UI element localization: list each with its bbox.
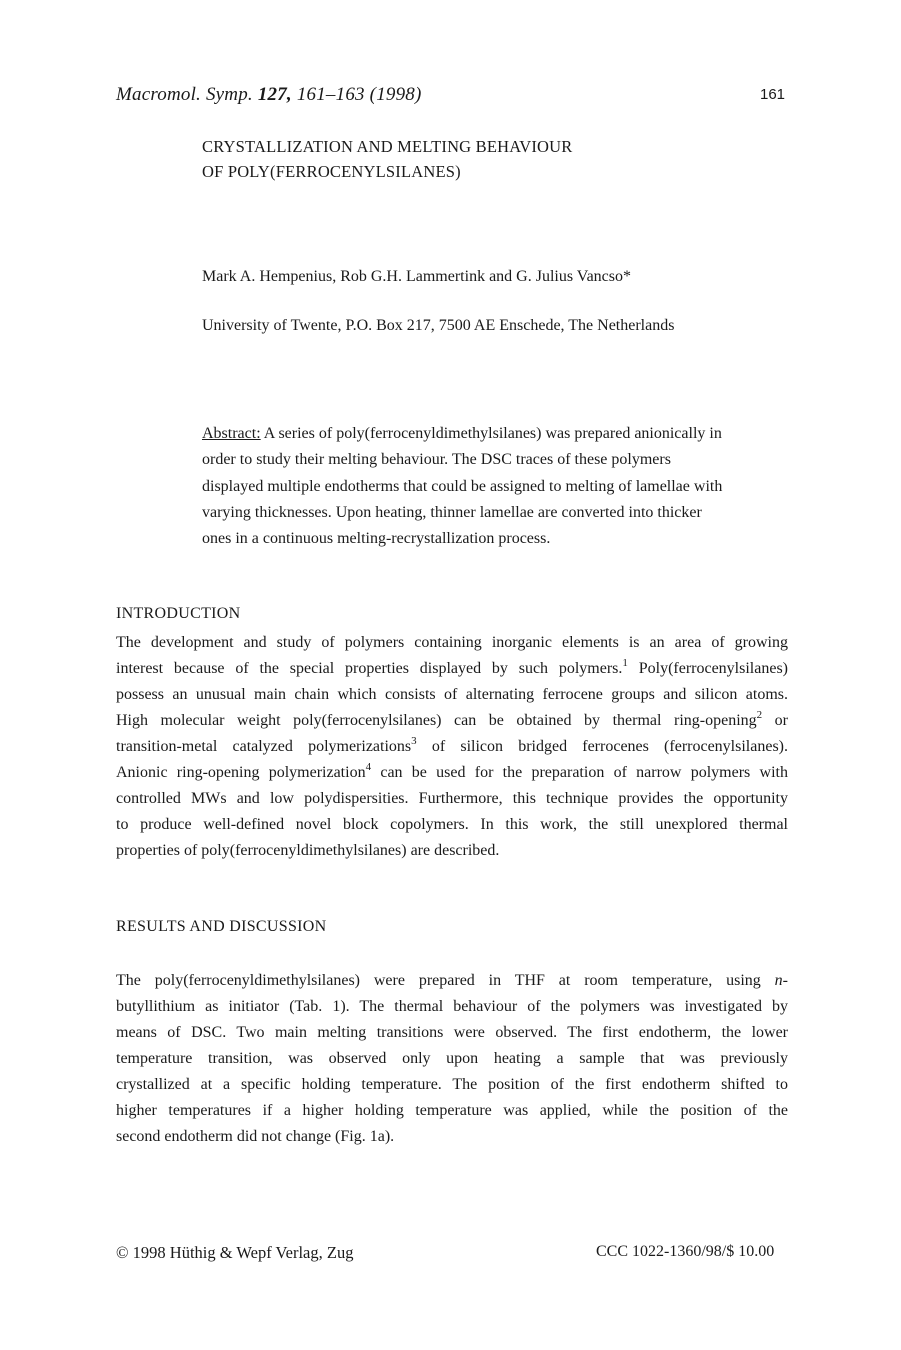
abstract-line: displayed multiple endotherms that could be assigned to melting of lamellae with — [202, 477, 723, 495]
line-text: Poly(ferrocenylsilanes) — [627, 660, 789, 677]
line-text: The poly(ferrocenyldimethylsilanes) were prepared in THF at room temperature, using — [116, 972, 775, 989]
abstract — [202, 421, 774, 552]
line-text: - — [782, 972, 788, 989]
paragraph-line — [116, 968, 788, 994]
paragraph-line: crystallized at a specific holding temperature. The position of the first endotherm shifted to — [116, 1076, 788, 1093]
ccc-code: CCC 1022-1360/98/$ 10.00 — [596, 1243, 775, 1260]
section-heading-introduction: INTRODUCTION — [116, 605, 241, 622]
title-line: CRYSTALLIZATION AND MELTING BEHAVIOUR — [202, 137, 573, 156]
italic-prefix: n — [774, 972, 783, 989]
paragraph-line — [116, 656, 788, 682]
paragraph-line: butyllithium as initiator (Tab. 1). The thermal behaviour of the polymers was investigated by — [116, 998, 788, 1015]
paragraph-line: second endotherm did not change (Fig. 1a). — [116, 1128, 395, 1145]
paragraph-line: temperature transition, was observed only upon heating a sample that was previously — [116, 1050, 788, 1067]
paragraph-line: The development and study of polymers containing inorganic elements is an area of growing — [116, 634, 788, 651]
paragraph-line — [116, 708, 788, 734]
results-paragraph — [116, 968, 788, 1150]
line-text: can be used for the preparation of narrow polymers with — [371, 764, 788, 781]
paragraph-line: controlled MWs and low polydispersities. Furthermore, this technique provides the opportunity — [116, 790, 788, 807]
abstract-line — [202, 421, 774, 447]
copyright-notice: © 1998 Hüthig & Wepf Verlag, Zug — [116, 1243, 354, 1262]
journal-volume: 127, — [257, 84, 292, 105]
line-text: transition-metal catalyzed polymerizations — [116, 738, 412, 755]
line-text: Anionic ring-opening polymerization — [116, 764, 366, 781]
abstract-line: ones in a continuous melting-recrystallization process. — [202, 530, 551, 548]
section-heading-results: RESULTS AND DISCUSSION — [116, 918, 327, 935]
affiliation: University of Twente, P.O. Box 217, 7500 AE Enschede, The Netherlands — [202, 317, 675, 334]
citation-ref: 1 — [622, 657, 628, 669]
abstract-line: varying thicknesses. Upon heating, thinner lamellae are converted into thicker — [202, 503, 702, 521]
paragraph-line — [116, 734, 788, 760]
line-text: interest because of the special properties displayed by such polymers. — [116, 660, 623, 677]
citation-ref: 3 — [411, 735, 417, 747]
line-text: High molecular weight poly(ferrocenylsilanes) can be obtained by thermal ring-opening — [116, 712, 757, 729]
author-list: Mark A. Hempenius, Rob G.H. Lammertink and G. Julius Vancso* — [202, 268, 631, 285]
paragraph-line: higher temperatures if a higher holding temperature was applied, while the position of the — [116, 1102, 788, 1119]
title-line: OF POLY(FERROCENYLSILANES) — [202, 162, 461, 181]
line-text: or — [762, 712, 789, 729]
paper-title — [202, 134, 572, 184]
introduction-paragraph — [116, 630, 788, 864]
paragraph-line — [116, 760, 788, 786]
abstract-line: order to study their melting behaviour. The DSC traces of these polymers — [202, 451, 671, 469]
journal-name: Macromol. Symp. — [116, 84, 253, 105]
line-text: of silicon bridged ferrocenes (ferrocenylsilanes). — [416, 738, 788, 755]
citation-ref: 4 — [365, 761, 372, 773]
paragraph-line: properties of poly(ferrocenyldimethylsilanes) are described. — [116, 842, 500, 859]
citation-ref: 2 — [756, 709, 763, 721]
abstract-label: Abstract: — [202, 425, 261, 442]
paragraph-line: possess an unusual main chain which consists of alternating ferrocene groups and silicon atoms. — [116, 686, 788, 703]
page-number: 161 — [760, 86, 786, 103]
abstract-text: A series of poly(ferrocenyldimethylsilanes) was prepared anionically in — [260, 425, 722, 442]
journal-pages-year: 161–163 (1998) — [296, 84, 422, 105]
paragraph-line: means of DSC. Two main melting transitions were observed. The first endotherm, the lower — [116, 1024, 788, 1041]
journal-citation — [116, 84, 422, 106]
paragraph-line: to produce well-defined novel block copolymers. In this work, the still unexplored thermal — [116, 816, 788, 833]
